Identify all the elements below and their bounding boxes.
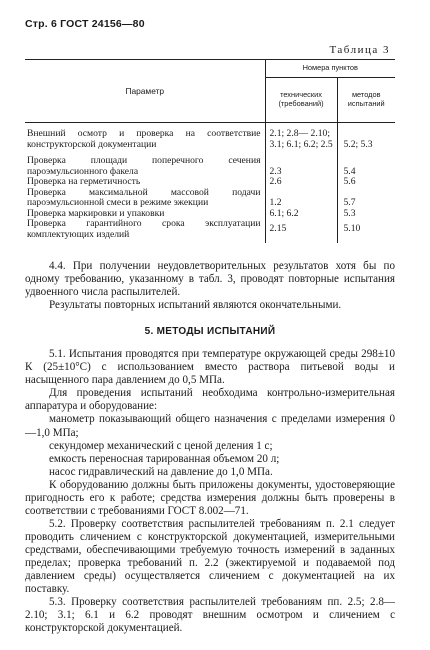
requirements-table [25, 59, 395, 243]
column-header-parameter: Параметр [25, 60, 265, 123]
table-cell-tech: 1.2 [265, 188, 337, 209]
paragraph-5-2: 5.2. Проверку соответствия распылителей требованиям п. 2.1 следует проводить сличением с конструкторской документацией, измерительными средствами, обеспечивающими требуемую точность измерений в заданных пределах; проверка требований п. 2.2 (эжектируемой и подаваемой под давлением среды) осуществляется сличением с документацией на их поставку. [25, 517, 395, 596]
section-5-title: 5. МЕТОДЫ ИСПЫТАНИЙ [144, 326, 276, 338]
table-cell-tech: 2.15 [265, 219, 337, 243]
table-cell-method: 5.10 [343, 223, 361, 235]
page-header: Стр. 6 ГОСТ 24156—80 [25, 18, 145, 30]
table-row [25, 219, 395, 243]
paragraph-4-4: 4.4. При получении неудовлетворительных результатов хотя бы по одному требованию, указанному в табл. 3, проводят повторные испытания удвоенного числа распылителей. [25, 260, 395, 299]
table-caption: Таблица 3 [329, 44, 390, 56]
column-header-group: Номера пунктов [265, 60, 395, 78]
equipment-item: емкость переносная тарированная объемом 20 л; [49, 452, 280, 465]
table-cell-param: Проверка маркировки и упаковки [25, 209, 265, 220]
table-cell-param: Проверка площади поперечного сечения пароэмульсионного факела [25, 150, 265, 177]
equipment-item: манометр показывающий общего назначения с пределами измерения 0—1,0 МПа; [25, 413, 395, 439]
table-row [25, 123, 395, 151]
table-cell-tech: 2.6 [265, 177, 337, 188]
table-cell-method: 5.7 [343, 197, 356, 208]
table-cell-param: Внешний осмотр и проверка на соответствие конструкторской документации [25, 123, 265, 151]
table-cell-method: 5.6 [343, 176, 356, 187]
paragraph-5-1-equipment-intro: Для проведения испытаний необходима контрольно-измерительная аппаратура и оборудование: [25, 387, 395, 413]
paragraph-5-3: 5.3. Проверку соответствия распылителей требованиям пп. 2.5; 2.8—2.10; 3.1; 6.1 и 6.2 проводят внешним осмотром и сличением с конструкторской документацией. [25, 596, 395, 635]
table-cell-param: Проверка гарантийного срока эксплуатации комплектующих изделий [25, 219, 265, 243]
table-cell-param: Проверка на герметичность [25, 177, 265, 188]
equipment-item: секундомер механический с ценой деления 1 с; [49, 439, 273, 452]
table-cell-tech: 2.1; 2.8— 2.10; 3.1; 6.1; 6.2; 2.5 [265, 123, 337, 151]
table-cell-method: 5.2; 5.3 [343, 138, 373, 150]
table-cell-tech: 6.1; 6.2 [265, 209, 337, 220]
table-cell-tech: 2.3 [265, 150, 337, 177]
table-row [25, 177, 395, 188]
paragraph-5-1: 5.1. Испытания проводятся при температуре окружающей среды 298±10 К (25±10°С) с использованием вместо раствора питьевой воды и насыщенного пара давлением до 0,5 МПа. [25, 348, 395, 387]
column-header-methods: методов испытаний [337, 78, 395, 123]
equipment-item: насос гидравлический на давление до 1,0 МПа. [49, 465, 273, 478]
column-header-technical: технических (требований) [265, 78, 337, 123]
paragraph-5-1-documents: К оборудованию должны быть приложены документы, удостоверяющие пригодность его к работе; средства измерения должны быть проверены в соответствии с требованиями ГОСТ 8.002—71. [25, 478, 395, 517]
table-cell-method: 5.4 [343, 165, 356, 177]
paragraph-4-4-result: Результаты повторных испытаний являются окончательными. [49, 299, 342, 312]
table-cell-method: 5.3 [343, 207, 356, 219]
table-cell-param: Проверка максимальной массовой подачи пароэмульсионной смеси в режиме эжекции [25, 188, 265, 209]
document-body [25, 260, 395, 635]
table-row [25, 188, 395, 209]
table-row [25, 150, 395, 177]
